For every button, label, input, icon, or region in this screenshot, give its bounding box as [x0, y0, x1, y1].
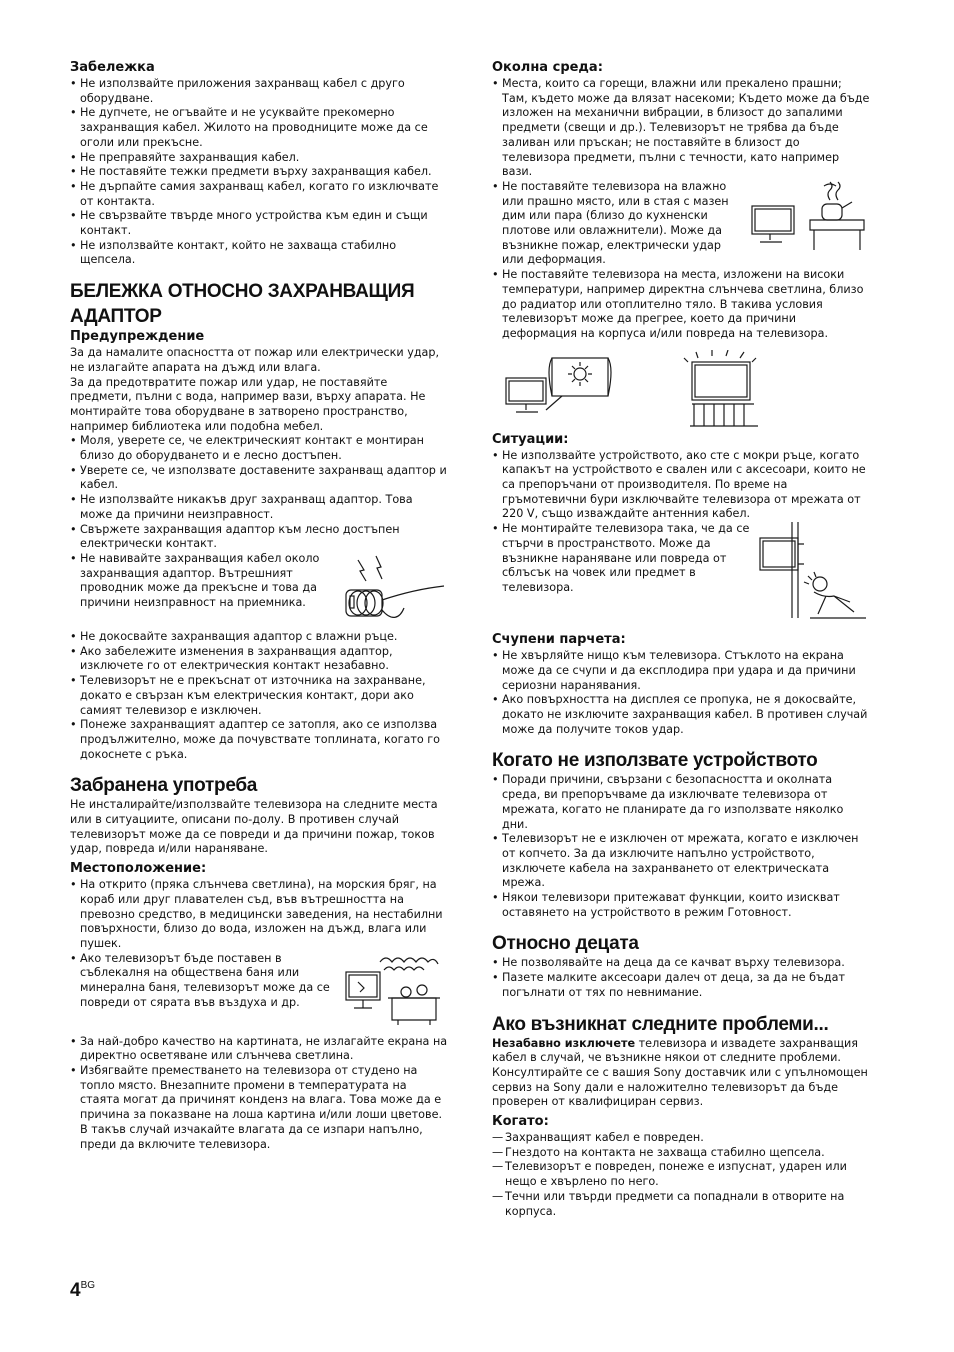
- list-item: • Телевизорът не е прекъснат от източника на захранване, докато е свързан към електрическия контакт, дори ако самият телевизор е изключен.: [70, 674, 448, 718]
- adapter-heading: БЕЛЕЖКА ОТНОСНО ЗАХРАНВАЩИЯ АДАПТОР: [70, 281, 415, 328]
- broken-list: [492, 649, 870, 737]
- situations-heading: Ситуации:: [492, 431, 569, 447]
- list-item: • За най-добро качество на картината, не излагайте екрана на директно осветяване или слънчева светлина.: [70, 1035, 448, 1064]
- warning-paragraph: За да намалите опасността от пожар или електрически удар, не излагайте апарата на дъжд или влага.: [70, 346, 440, 374]
- right-column: [492, 60, 870, 1219]
- tv-near-kitchen-steam-icon: [744, 180, 870, 256]
- list-item: • Поради причини, свързани с безопасността и околната среда, ви препоръчваме да изключвате телевизора от мрежата, когато не планирате да го използвате няколко дни.: [492, 773, 870, 832]
- list-item: • Не хвърляйте нищо към телевизора. Стъклото на екрана може да се счупи и да експлодира при удара и да причини сериозни наранявания.: [492, 649, 870, 693]
- when-heading: Когато:: [492, 1114, 549, 1130]
- list-item: • Не поставяйте телевизора на места, изложени на високи температури, например директна слънчева светлина, близо до радиатор или отоплително тяло. В такива условия телевизорът може да прегрее, което да причини деформация на корпуса и/или повреда на телевизора.: [492, 268, 870, 342]
- situations-list: [492, 449, 870, 523]
- list-item: • Не монтирайте телевизора така, че да се стърчи в пространството. Може да възникне нараняване или повреда от сблъсък на човек или предмет в телевизора.: [492, 522, 752, 596]
- list-item: • Някои телевизори притежават функции, които изискват оставянето на устройството в режим Готовност.: [492, 891, 870, 920]
- adapter-list-2: [70, 630, 448, 762]
- list-item: • Ако забележите изменения в захранващия адаптор, изключете го от електрическия контакт незабавно.: [70, 645, 448, 674]
- wall-mount-figure-row: [492, 522, 870, 620]
- problems-intro-text: телевизора и извадете захранващия кабел в случай, че възникне някои от следните проблеми. Консултирайте се с вашия Sony доставчик или с упълномощен сервиз на Sony дали е наложително телевизорът да бъде проверен от квалифициран сервиз.: [492, 1036, 868, 1109]
- problems-intro-bold: Незабавно изключете: [492, 1036, 636, 1050]
- list-item: • Не преправяйте захранващия кабел.: [70, 151, 448, 166]
- list-item: • Избягвайте преместването на телевизора от студено на топло място. Внезапните промени в температурата на стаята могат да причинят конденз на влага. Това може да е причина за показване на лоша картина и/или лоши цветове. В такъв случай изчакайте влагата да се изпари напълно, преди да включите телевизора.: [70, 1064, 448, 1152]
- prohibited-intro: Не инсталирайте/използвайте телевизора на следните места или в ситуациите, описани по-долу. В противен случай телевизорът може да се повреди и да причини пожар, токов удар, повреда и/или нараняване.: [70, 798, 438, 856]
- list-item: • Не използвайте приложения захранващ кабел с друго оборудване.: [70, 77, 448, 106]
- list-item: • Не поставяйте тежки предмети върху захранващия кабел.: [70, 165, 448, 180]
- list-item: • Пазете малките аксесоари далеч от деца, за да не бъдат погълнати от тях по невнимание.: [492, 971, 870, 1000]
- list-item: • Не поставяйте телевизора на влажно или прашно място, или в стая с мазен дим или пара (близо до кухненски плотове или овлажнители). Може да възникне пожар, електрически удар или деформация.: [492, 180, 744, 268]
- prohibited-heading: Забранена употреба: [70, 775, 258, 797]
- heat-figures-row: [492, 356, 870, 432]
- environment-list: [492, 77, 870, 180]
- list-item: — Гнездото на контакта не захваща стабилно щепсела.: [492, 1146, 870, 1161]
- list-item: • Не свързвайте твърде много устройства към един и същи контакт.: [70, 209, 448, 238]
- coiled-cable-adapter-icon: [336, 552, 448, 624]
- kitchen-figure-row: [492, 180, 870, 268]
- not-using-heading: Когато не използвате устройството: [492, 750, 818, 772]
- note-heading: Забележка: [70, 60, 155, 75]
- environment-list-2: [492, 268, 870, 342]
- tv-collision-injury-icon: [752, 522, 870, 620]
- problems-intro: [492, 1037, 870, 1111]
- tv-in-bathhouse-icon: [340, 952, 448, 1030]
- list-item: • Ако повърхността на дисплея се пропука, не я докосвайте, докато не изключите захранващия кабел. В противен случай може да получите токов удар.: [492, 693, 870, 737]
- children-heading: Относно децата: [492, 933, 639, 955]
- list-item: • На открито (пряка слънчева светлина), на морския бряг, на кораб или друг плавателен съд, във вътрешността на превозно средство, в медицински заведения, на нестабилни повърхности, близо до вода, изложен на дъжд, влага или пушек.: [70, 878, 448, 952]
- broken-heading: Счупени парчета:: [492, 632, 626, 648]
- page-number: [70, 1280, 95, 1302]
- list-item: • Ако телевизорът бъде поставен в съблекалня на обществена баня или минерална баня, телевизорът може да се повреди от сярата във въздуха и др.: [70, 952, 340, 1011]
- adapter-figure-row: [70, 552, 448, 624]
- list-item: • Не позволявайте на деца да се качват върху телевизора.: [492, 956, 870, 971]
- problems-heading: Ако възникнат следните проблеми...: [492, 1013, 829, 1035]
- list-item: • Места, които са горещи, влажни или прекалено прашни; Там, където може да влязат насекоми; Където може да бъде изложен на механични вибрации, в близост до запалими предмети (свещи и др.). Телевизорът не трябва да бъде заливан или пръскан; не поставяйте в близост до телевизора предмети, пълни с течности, като например вази.: [492, 77, 870, 180]
- left-column: [70, 60, 448, 1152]
- warning-paragraph: За да предотвратите пожар или удар, не поставяйте предмети, пълни с вода, например вази, върху апарата. Не монтирайте това оборудване в затворено пространство, например библиотека или подобна мебел.: [70, 375, 426, 433]
- list-item: • Не използвайте устройството, ако сте с мокри ръце, когато капакът на устройството е свален или с аксесоари, които не са препоръчани от производителя. По време на гръмотевични бури изключвайте телевизора от мрежата от 220 V, също изваждайте антенния кабел.: [492, 449, 870, 523]
- tv-in-sunlight-icon: [500, 356, 612, 418]
- list-item: • Понеже захранващият адаптер се затопля, ако се използва продължително, може да почувствате топлината, когато го докоснете с ръка.: [70, 718, 448, 762]
- list-item: • Уверете се, че използвате доставените захранващ адаптор и кабел.: [70, 464, 448, 493]
- page-number-value: 4: [70, 1280, 81, 1301]
- adapter-list: [70, 434, 448, 552]
- page-number-suffix: BG: [80, 1280, 96, 1291]
- note-list: [70, 77, 448, 268]
- list-item: • Не използвайте контакт, който не захваща стабилно щепсела.: [70, 239, 448, 268]
- list-item: • Не използвайте никакъв друг захранващ адаптор. Това може да причини неизправност.: [70, 493, 448, 522]
- list-item: • Не докосвайте захранващия адаптор с влажни ръце.: [70, 630, 448, 645]
- list-item: — Захранващият кабел е повреден.: [492, 1131, 870, 1146]
- list-item: • Телевизорът не е изключен от мрежата, когато е изключен от копчето. За да изключите напълно устройството, изключете кабела на захранването от електрическата мрежа.: [492, 832, 870, 891]
- list-item: • Свържете захранващия адаптор към лесно достъпен електрически контакт.: [70, 523, 448, 552]
- warning-heading: Предупреждение: [70, 329, 205, 345]
- tv-on-radiator-icon: [678, 350, 768, 430]
- bath-figure-row: [70, 952, 448, 1030]
- list-item: • Моля, уверете се, че електрическият контакт е монтиран близо до оборудването и е лесно достъпен.: [70, 434, 448, 463]
- children-list: [492, 956, 870, 1000]
- environment-heading: Околна среда:: [492, 60, 603, 75]
- list-item: • Не навивайте захранващия кабел около захранващия адаптор. Вътрешният проводник може да прекъсне и това да причини неизправност на приемника.: [70, 552, 336, 611]
- problems-list: [492, 1131, 870, 1219]
- location-heading: Местоположение:: [70, 861, 207, 877]
- list-item: • Не дупчете, не огъвайте и не усуквайте прекомерно захранващия кабел. Жилото на проводниците може да се оголи или прекъсне.: [70, 106, 448, 150]
- location-list-2: [70, 1035, 448, 1153]
- location-list: [70, 878, 448, 952]
- list-item: — Течни или твърди предмети са попаднали в отворите на корпуса.: [492, 1190, 870, 1219]
- list-item: — Телевизорът е повреден, понеже е изпуснат, ударен или нещо е хвърлено по него.: [492, 1160, 870, 1189]
- not-using-list: [492, 773, 870, 920]
- list-item: • Не дърпайте самия захранващ кабел, когато го изключвате от контакта.: [70, 180, 448, 209]
